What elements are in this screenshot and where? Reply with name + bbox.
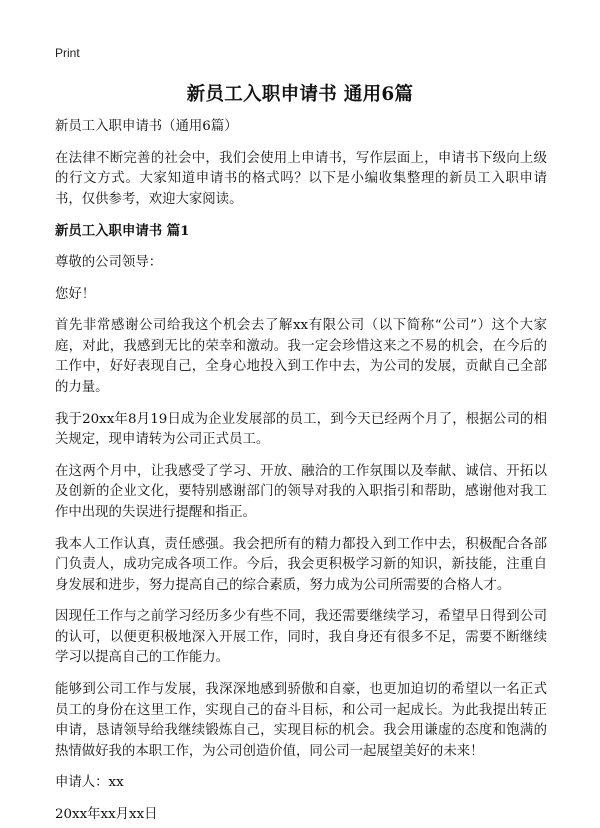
applicant-signature: 申请人：xx	[55, 775, 124, 791]
document-subtitle: 新员工入职申请书（通用6篇）	[55, 119, 238, 134]
body-paragraph-3: 在这两个月中，让我感受了学习、开放、融洽的工作氛围以及奉献、诚信、开拓以及创新的企业文化，要特别感谢部门的领导对我的入职指引和帮助，感谢他对我工作中出现的失误进行提醒和指正。	[55, 463, 547, 520]
intro-paragraph: 在法律不断完善的社会中，我们会使用上申请书，写作层面上，申请书下级向上级的行文方式。大家知道申请书的格式吗？以下是小编收集整理的新员工入职申请书，仅供参考，欢迎大家阅读。	[55, 150, 547, 207]
greeting: 您好！	[55, 286, 96, 302]
document-title: 新员工入职申请书 通用6篇	[186, 84, 414, 105]
body-paragraph-2: 我于20xx年8月19日成为企业发展部的员工，到今天已经两个月了，根据公司的相关规定，现申请转为公司正式员工。	[55, 411, 547, 448]
body-paragraph-6: 能够到公司工作与发展，我深深地感到骄傲和自豪，也更加迫切的希望以一名正式员工的身份在这里工作，实现自己的奋斗目标，和公司一起成长。为此我提出转正申请，恳请领导给我继续锻炼自己，实现目标的机会。我会用谦虚的态度和饱满的热情做好我的本职工作，为公司创造价值，同公司一起展望美好的未来！	[55, 682, 547, 759]
print-link[interactable]: Print	[55, 46, 80, 60]
section-heading: 新员工入职申请书 篇1	[55, 223, 190, 240]
application-date: 20xx年xx月xx日	[55, 807, 158, 823]
body-paragraph-5: 因现任工作与之前学习经历多少有些不同，我还需要继续学习，希望早日得到公司的认可，以便更积极地深入开展工作，同时，我自身还有很多不足，需要不断继续学习以提高自己的工作能力。	[55, 609, 547, 666]
salutation: 尊敬的公司领导：	[55, 254, 163, 270]
body-paragraph-4: 我本人工作认真，责任感强。我会把所有的精力都投入到工作中去，积极配合各部门负责人，成功完成各项工作。今后，我会更积极学习新的知识，新技能，注重自身发展和进步，努力提高自己的综合素质，努力成为公司所需要的合格人才。	[55, 536, 547, 593]
document-body	[55, 117, 547, 826]
body-paragraph-1: 首先非常感谢公司给我这个机会去了解xx有限公司（以下简称“公司”）这个大家庭，对此，我感到无比的荣幸和激动。我一定会珍惜这来之不易的机会，在今后的工作中，好好表现自己，全身心地投入到工作中去，为公司的发展，贡献自己全部的力量。	[55, 318, 547, 395]
